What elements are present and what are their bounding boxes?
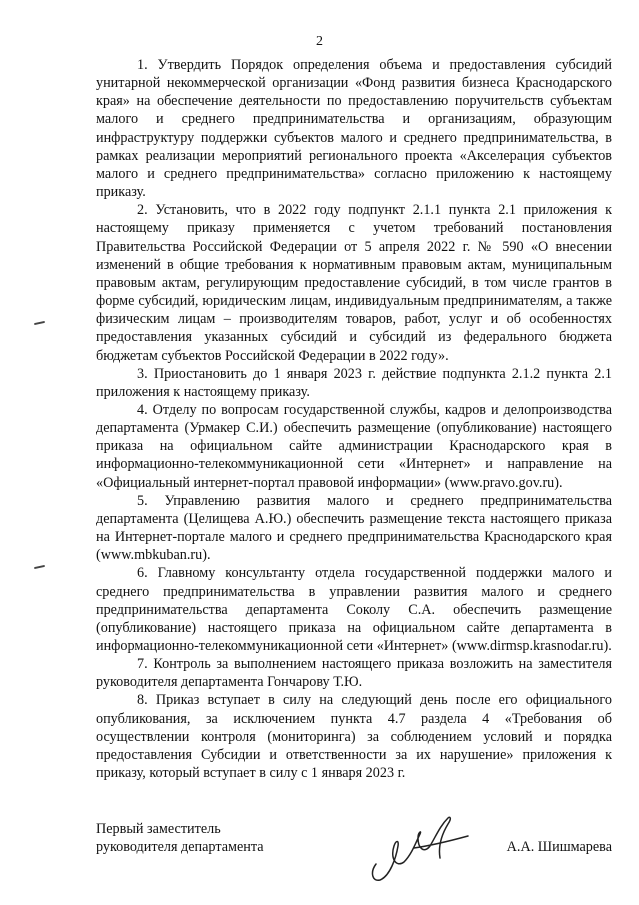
paragraph-3: 3. Приостановить до 1 января 2023 г. действие подпункта 2.1.2 пункта 2.1 приложения к настоящему приказу. [96,365,612,400]
signature-block [96,820,612,900]
paragraph-8: 8. Приказ вступает в силу на следующий день после его официального опубликования, за исключением пункта 4.7 раздела 4 «Требования об осуществлении контроля (мониторинга) за соблюдением условий и порядка предоставления Субсидии и ответственности за их нарушение» приложения к приказу, который вступает в силу с 1 января 2023 г. [96,692,612,782]
margin-mark-top [34,321,45,325]
signatory-name: А.А. Шишмарева [506,839,612,855]
paragraph-7: 7. Контроль за выполнением настоящего приказа возложить на заместителя руководителя департамента Гончарову Т.Ю. [96,656,612,691]
signatory-title [96,820,264,856]
document-body [96,56,612,782]
paragraph-6: 6. Главному консультанту отдела государственной поддержки малого и среднего предпринимательства в управлении развития малого и среднего предпринимательства департамента Соколу С.А. обеспечить размещение (опубликование) настоящего приказа на официальном сайте департамента в информационно-телекоммуникационной сети «Интернет» (www.dirmsp.krasnodar.ru). [96,565,612,654]
page-number: 2 [316,34,323,49]
handwritten-signature [368,806,478,886]
paragraph-5: 5. Управлению развития малого и среднего предпринимательства департамента (Целищева А.Ю.) обеспечить размещение текста настоящего приказа на Интернет-портале малого и среднего предпринимательства Краснодарского края (www.mbkuban.ru). [96,492,612,564]
signatory-title-line1: Первый заместитель [96,821,221,837]
margin-mark-bottom [34,565,45,569]
signatory-title-line2: руководителя департамента [96,839,264,855]
paragraph-1: 1. Утвердить Порядок определения объема и предоставления субсидий унитарной некоммерческой организации «Фонд развития бизнеса Краснодарского края» на обеспечение деятельности по предоставлению поручительств субъектам малого и среднего предпринимательства и организациям, образующим инфраструктуру поддержки субъектов малого и среднего предпринимательства, в рамках реализации мероприятий регионального проекта «Акселерация субъектов малого и среднего предпринимательства» согласно приложению к настоящему приказу. [96,57,612,201]
paragraph-2: 2. Установить, что в 2022 году подпункт 2.1.1 пункта 2.1 приложения к настоящему приказу применяется с учетом требований постановления Правительства Российской Федерации от 5 апреля 2022 г. № 590 «О внесении изменений в общие требования к нормативным правовым актам, муниципальным правовым актам, регулирующим предоставление субсидий, в том числе грантов в форме субсидий, юридическим лицам, индивидуальным предпринимателям, а также физическим лицам – производителям товаров, работ, услуг и об особенностях предоставления указанных субсидий и субсидий из федерального бюджета бюджетам субъектов Российской Федерации в 2022 году». [96,202,612,364]
paragraph-4: 4. Отделу по вопросам государственной службы, кадров и делопроизводства департамента (Урмакер С.И.) обеспечить размещение (опубликование) настоящего приказа на официальном сайте администрации Краснодарского края в информационно-телекоммуникационной сети «Интернет» и направление на «Официальный интернет-портал правовой информации» (www.pravo.gov.ru). [96,401,612,491]
